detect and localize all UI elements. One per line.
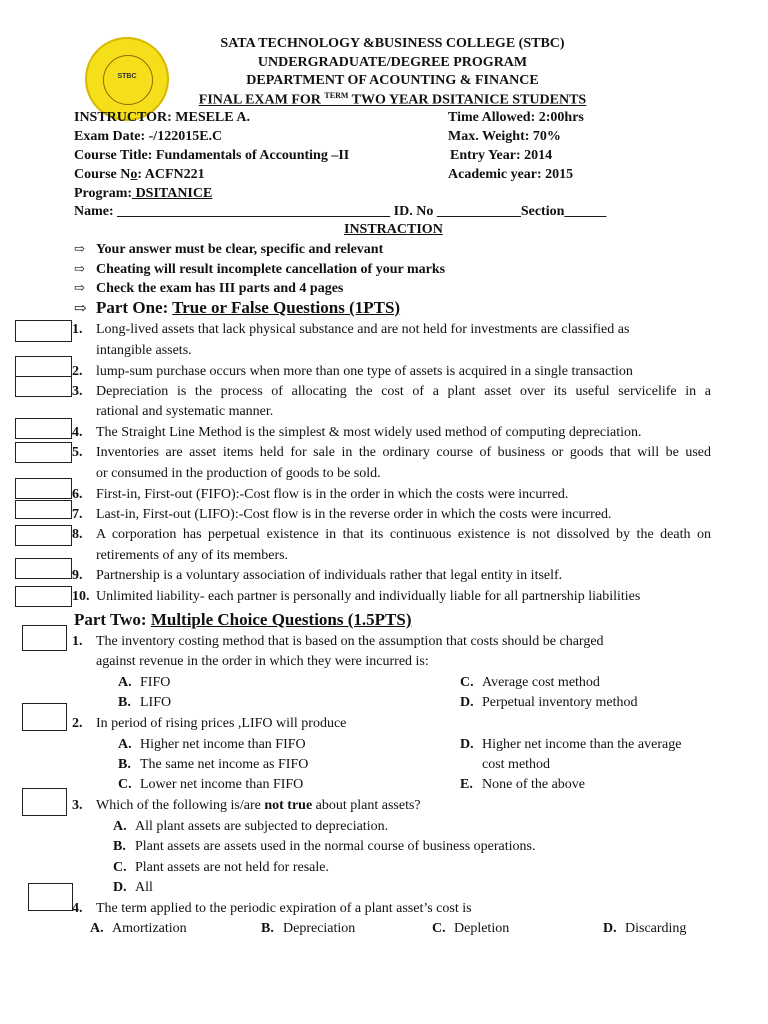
question-text: Depreciation is the process of allocating the cost of a plant asset over its useful servicelife in a xyxy=(96,384,711,399)
question-number: 2. xyxy=(72,364,83,379)
academic-year: Academic year: 2015 xyxy=(448,167,574,182)
answer-box-5[interactable] xyxy=(15,442,72,463)
option-letter: A. xyxy=(90,921,104,936)
question-text: A corporation has perpetual existence in that its continuous existence is not dissolved by the death on xyxy=(96,527,711,542)
answer-box-6[interactable] xyxy=(15,478,72,499)
part-one-title: True or False Questions (1PTS) xyxy=(172,298,401,317)
time-allowed: Time Allowed: 2:00hrs xyxy=(448,110,584,125)
option-a[interactable] xyxy=(90,921,187,937)
option-text: Higher net income than FIFO xyxy=(140,737,306,752)
answer-box-1[interactable] xyxy=(15,320,72,342)
instruction-item xyxy=(74,280,343,297)
question-text: The inventory costing method that is based on the assumption that costs should be charged xyxy=(96,634,604,649)
option-b[interactable] xyxy=(113,839,535,855)
program-title: UNDERGRADUATE/DEGREE PROGRAM xyxy=(257,55,528,70)
question-number: 3. xyxy=(72,798,83,813)
option-c[interactable] xyxy=(113,860,329,876)
option-letter: B. xyxy=(113,839,126,854)
course-number xyxy=(74,167,205,183)
option-letter: D. xyxy=(113,880,127,895)
option-text: Discarding xyxy=(625,921,687,936)
question-text-cont: retirements of any of its members. xyxy=(96,548,289,563)
option-text: Higher net income than the average xyxy=(482,737,682,752)
question-text-cont: or consumed in the production of goods to be sold. xyxy=(96,466,381,481)
question-text-pre: Which of the following is/are xyxy=(96,798,265,813)
answer-box-8[interactable] xyxy=(15,525,72,546)
college-name: SATA TECHNOLOGY &BUSINESS COLLEGE (STBC) xyxy=(220,36,565,51)
question-text-emphasis: not true xyxy=(264,798,313,813)
option-letter: B. xyxy=(118,757,131,772)
arrow-icon: ⇨ xyxy=(74,301,87,317)
option-letter: A. xyxy=(113,819,127,834)
option-e[interactable] xyxy=(460,777,585,793)
course-no-value: : ACFN221 xyxy=(137,167,205,182)
instruction-text: Check the exam has III parts and 4 pages xyxy=(96,281,344,296)
option-text: Plant assets are not held for resale. xyxy=(135,860,329,875)
option-b[interactable] xyxy=(118,757,308,773)
option-d[interactable] xyxy=(460,695,638,711)
question-text: Partnership is a voluntary association of individuals rather that legal entity in itself. xyxy=(96,568,563,583)
question-text: First-in, First-out (FIFO):-Cost flow is in the order in which the costs were incurred. xyxy=(96,487,569,502)
answer-box-9[interactable] xyxy=(15,558,72,579)
option-c[interactable] xyxy=(460,675,600,691)
option-a[interactable] xyxy=(118,675,170,691)
question-number: 10. xyxy=(72,589,90,604)
option-letter: D. xyxy=(603,921,617,936)
part-one-heading xyxy=(74,298,400,318)
question-text: The term applied to the periodic expiration of a plant asset’s cost is xyxy=(96,901,472,916)
option-text: Depreciation xyxy=(283,921,356,936)
option-b[interactable] xyxy=(261,921,355,937)
question-text: Inventories are asset items held for sale in the ordinary course of business or goods that will be used xyxy=(96,445,711,460)
question-text-cont: intangible assets. xyxy=(96,343,192,358)
question-number: 7. xyxy=(72,507,83,522)
question-number: 8. xyxy=(72,527,83,542)
part-two-heading xyxy=(74,610,411,630)
option-d[interactable] xyxy=(113,880,153,896)
answer-box-10[interactable] xyxy=(15,586,72,607)
option-text: None of the above xyxy=(482,777,586,792)
option-a[interactable] xyxy=(118,737,306,753)
option-text: Amortization xyxy=(112,921,187,936)
answer-box-4[interactable] xyxy=(15,418,72,439)
option-text: Plant assets are assets used in the normal course of business operations. xyxy=(135,839,536,854)
instructor: INSTRUCTOR: MESELE A. xyxy=(74,110,250,125)
option-text: FIFO xyxy=(140,675,171,690)
answer-box-mc-2[interactable] xyxy=(22,703,67,731)
option-d-cont: cost method xyxy=(482,757,551,772)
option-text: LIFO xyxy=(140,695,172,710)
option-text: Average cost method xyxy=(482,675,600,690)
option-text: The same net income as FIFO xyxy=(140,757,309,772)
option-c[interactable] xyxy=(118,777,303,793)
instruction-title: INSTRACTION xyxy=(344,222,443,237)
option-letter: A. xyxy=(118,675,132,690)
option-text: All plant assets are subjected to depreciation. xyxy=(135,819,389,834)
exam-title-post: TWO YEAR DSITANICE STUDENTS xyxy=(348,92,587,108)
arrow-icon: ⇨ xyxy=(74,241,85,256)
college-seal xyxy=(85,37,169,121)
part-one-label: Part One: xyxy=(96,298,173,317)
answer-box-7[interactable] xyxy=(15,500,72,519)
option-letter: B. xyxy=(118,695,131,710)
option-letter: D. xyxy=(460,737,474,752)
max-weight: Max. Weight: 70% xyxy=(448,129,561,144)
question-text: Unlimited liability- each partner is personally and individually liable for all partnership liabilities xyxy=(96,589,641,604)
course-no-o: o xyxy=(130,167,138,182)
option-letter: C. xyxy=(118,777,132,792)
question-text xyxy=(96,798,421,814)
question-number: 1. xyxy=(72,322,83,337)
instruction-text: Cheating will result incomplete cancellation of your marks xyxy=(96,262,446,277)
answer-box-mc-3[interactable] xyxy=(22,788,67,816)
question-text: The Straight Line Method is the simplest & most widely used method of computing depreciation. xyxy=(96,425,642,440)
question-number: 6. xyxy=(72,487,83,502)
option-text: Perpetual inventory method xyxy=(482,695,638,710)
option-letter: B. xyxy=(261,921,274,936)
program xyxy=(74,186,212,202)
option-letter: C. xyxy=(113,860,127,875)
option-letter: E. xyxy=(460,777,473,792)
question-text: Last-in, First-out (LIFO):-Cost flow is in the reverse order in which the costs were incurred. xyxy=(96,507,612,522)
department-title: DEPARTMENT OF ACOUNTING & FINANCE xyxy=(246,73,539,88)
part-two-label: Part Two: xyxy=(74,610,151,629)
entry-year: Entry Year: 2014 xyxy=(450,148,553,163)
instruction-item xyxy=(74,261,445,278)
question-text-cont: rational and systematic manner. xyxy=(96,404,274,419)
answer-box-2[interactable] xyxy=(15,356,72,377)
name-id-section-line[interactable]: Name: _______________________________________ ID. No ____________Section______ xyxy=(74,204,607,219)
answer-box-mc-4[interactable] xyxy=(28,883,73,911)
question-number: 4. xyxy=(72,901,83,916)
question-text-cont: against revenue in the order in which they were incurred is: xyxy=(96,654,429,669)
option-letter: D. xyxy=(460,695,474,710)
instruction-item xyxy=(74,241,383,258)
exam-date: Exam Date: -/122015E.C xyxy=(74,129,223,144)
question-text-post: about plant assets? xyxy=(312,798,421,813)
option-text: All xyxy=(135,880,153,895)
part-two-title: Multiple Choice Questions (1.5PTS) xyxy=(150,610,412,629)
option-d[interactable] xyxy=(460,737,681,753)
arrow-icon: ⇨ xyxy=(74,261,85,276)
exam-title xyxy=(190,91,595,109)
question-text: In period of rising prices ,LIFO will produce xyxy=(96,716,347,731)
instruction-text: Your answer must be clear, specific and relevant xyxy=(96,242,384,257)
answer-box-3[interactable] xyxy=(15,376,72,397)
option-letter: C. xyxy=(460,675,474,690)
question-number: 2. xyxy=(72,716,83,731)
answer-box-mc-1[interactable] xyxy=(22,625,67,651)
option-text: Depletion xyxy=(454,921,510,936)
option-text: Lower net income than FIFO xyxy=(140,777,304,792)
question-number: 5. xyxy=(72,445,83,460)
question-text: lump-sum purchase occurs when more than one type of assets is acquired in a single transaction xyxy=(96,364,633,379)
question-number: 9. xyxy=(72,568,83,583)
option-c[interactable] xyxy=(432,921,509,937)
question-text: Long-lived assets that lack physical substance and are not held for investments are classified as xyxy=(96,322,630,337)
course-no-label: Course N xyxy=(74,167,131,182)
course-title: Course Title: Fundamentals of Accounting –II xyxy=(74,148,350,163)
program-label: Program: xyxy=(74,186,133,201)
question-number: 3. xyxy=(72,384,83,399)
arrow-icon: ⇨ xyxy=(74,280,85,295)
option-d[interactable] xyxy=(603,921,686,937)
question-number: 4. xyxy=(72,425,83,440)
exam-title-pre: FINAL EXAM FOR xyxy=(198,92,325,108)
option-b[interactable] xyxy=(118,695,171,711)
seal-inner-ring xyxy=(103,55,153,105)
question-number: 1. xyxy=(72,634,83,649)
exam-title-sup: TERM xyxy=(324,91,349,100)
option-letter: C. xyxy=(432,921,446,936)
program-value: DSITANICE xyxy=(132,186,213,201)
option-letter: A. xyxy=(118,737,132,752)
option-a[interactable] xyxy=(113,819,388,835)
seal-label: STBC xyxy=(117,73,137,80)
